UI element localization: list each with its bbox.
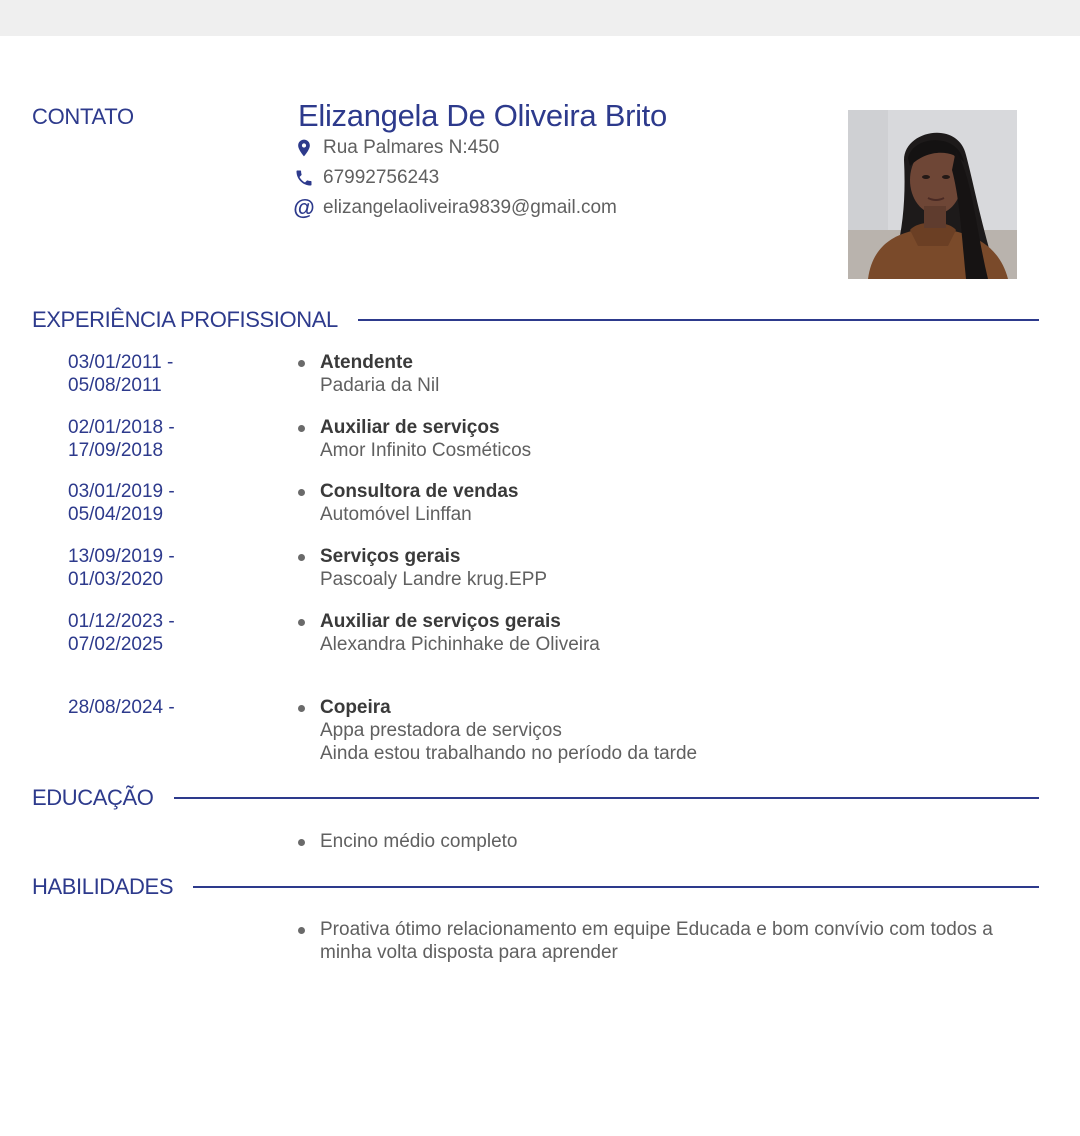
contact-heading: CONTATO — [32, 104, 134, 129]
bullet — [298, 839, 305, 846]
bullet — [298, 619, 305, 626]
experience-entry — [320, 545, 1040, 591]
map-pin-icon — [292, 136, 316, 160]
experience-entry — [320, 610, 1040, 656]
experience-date-end: 07/02/2025 — [68, 634, 164, 655]
address-line — [292, 135, 499, 161]
at-symbol: @ — [293, 195, 315, 220]
experience-role: Consultora de vendas — [320, 481, 519, 502]
skills-item: Proativa ótimo relacionamento em equipe Educada e bom convívio com todos a minha volta disposta para aprender — [320, 919, 993, 963]
phone-line — [292, 165, 439, 191]
experience-entry — [320, 480, 1040, 526]
experience-date-start: 02/01/2018 - — [68, 417, 175, 438]
bullet — [298, 554, 305, 561]
phone-icon — [292, 166, 316, 190]
experience-entry — [320, 696, 1040, 765]
experience-entry — [320, 351, 1040, 397]
bullet — [298, 360, 305, 367]
bullet — [298, 489, 305, 496]
experience-role: Auxiliar de serviços gerais — [320, 611, 561, 632]
experience-company: Appa prestadora de serviços — [320, 720, 562, 741]
bullet — [298, 927, 305, 934]
experience-role: Auxiliar de serviços — [320, 417, 500, 438]
experience-company: Padaria da Nil — [320, 375, 440, 396]
experience-company: Alexandra Pichinhake de Oliveira — [320, 634, 600, 655]
education-item: Encino médio completo — [320, 831, 518, 852]
experience-date-start: 01/12/2023 - — [68, 611, 175, 632]
email-text: elizangelaoliveira9839@gmail.com — [323, 197, 617, 218]
experience-entry — [320, 416, 1040, 462]
experience-company: Pascoaly Landre krug.EPP — [320, 569, 548, 590]
skills-rule — [191, 886, 1039, 888]
experience-note: Ainda estou trabalhando no período da tarde — [320, 743, 698, 764]
phone-text: 67992756243 — [323, 167, 440, 188]
experience-company: Automóvel Linffan — [320, 504, 472, 525]
experience-date-start: 13/09/2019 - — [68, 546, 175, 567]
education-title: EDUCAÇÃO — [32, 785, 174, 811]
experience-rule — [348, 319, 1039, 321]
bullet — [298, 705, 305, 712]
experience-role: Atendente — [320, 352, 413, 373]
skills-title: HABILIDADES — [32, 874, 193, 900]
at-icon — [292, 196, 316, 220]
experience-date-start: 28/08/2024 - — [68, 697, 175, 718]
experience-role: Copeira — [320, 697, 391, 718]
experience-company: Amor Infinito Cosméticos — [320, 440, 532, 461]
experience-date-end: 01/03/2020 — [68, 569, 164, 590]
candidate-name: Elizangela De Oliveira Brito — [298, 98, 667, 133]
experience-date-end: 05/08/2011 — [68, 375, 162, 396]
experience-date-end: 17/09/2018 — [68, 440, 164, 461]
education-rule — [168, 797, 1039, 799]
experience-date-start: 03/01/2019 - — [68, 481, 175, 502]
experience-title: EXPERIÊNCIA PROFISSIONAL — [32, 307, 358, 333]
address-text: Rua Palmares N:450 — [323, 137, 500, 158]
bullet — [298, 425, 305, 432]
profile-photo — [848, 110, 1017, 279]
experience-date-start: 03/01/2011 - — [68, 352, 174, 373]
experience-role: Serviços gerais — [320, 546, 461, 567]
email-line — [292, 195, 617, 221]
experience-date-end: 05/04/2019 — [68, 504, 164, 525]
top-bar — [0, 0, 1080, 36]
